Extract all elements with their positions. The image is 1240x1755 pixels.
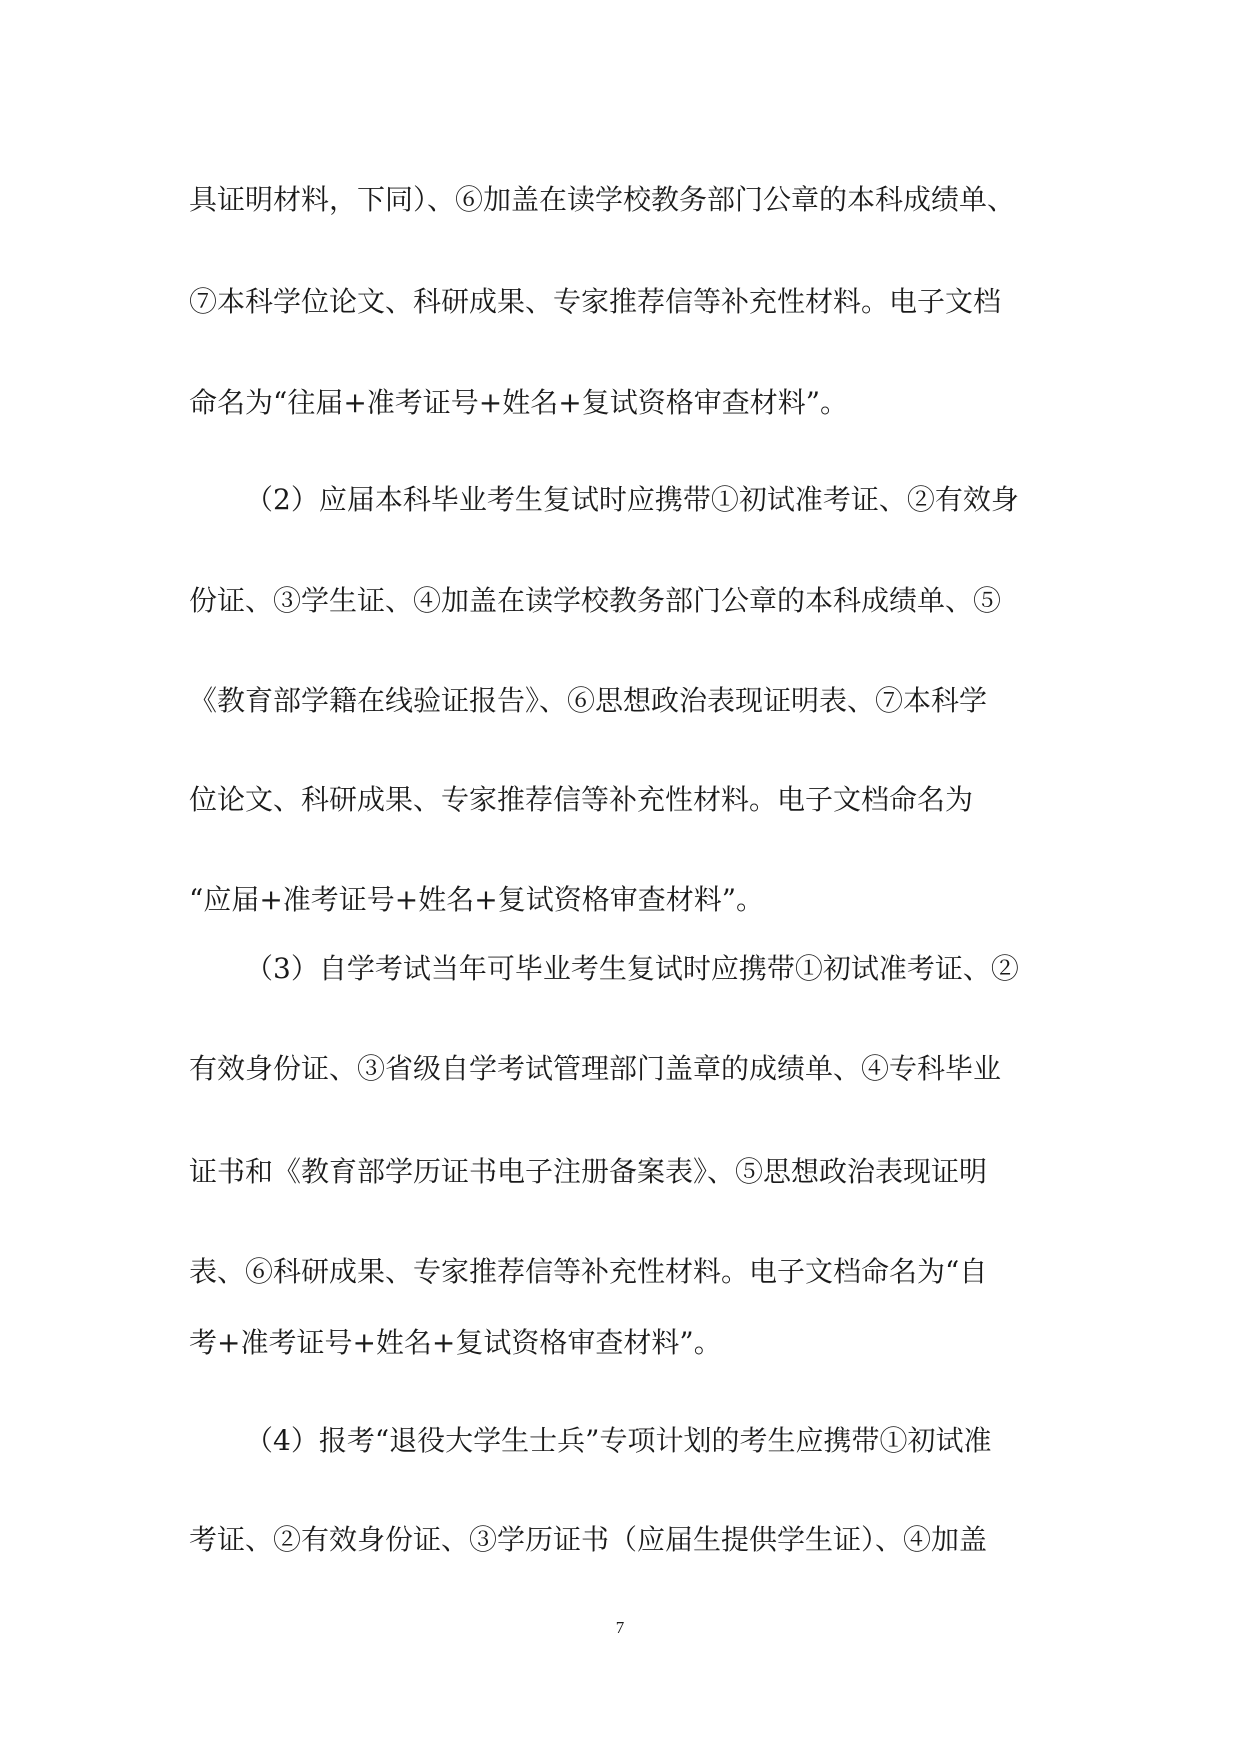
- paragraph-4-first-line: （4）报考“退役大学生士兵”专项计划的考生应携带①初试准: [245, 1424, 992, 1457]
- page-number: 7: [615, 1618, 625, 1637]
- text-line: 有效身份证、③省级自学考试管理部门盖章的成绩单、④专科毕业: [189, 1052, 1002, 1085]
- text-line: “应届+准考证号+姓名+复试资格审查材料”。: [189, 883, 765, 916]
- text-line: ⑦本科学位论文、科研成果、专家推荐信等补充性材料。电子文档: [189, 285, 1002, 318]
- text-line: 证书和《教育部学历证书电子注册备案表》、⑤思想政治表现证明: [189, 1155, 988, 1188]
- text-line: 表、⑥科研成果、专家推荐信等补充性材料。电子文档命名为“自: [189, 1255, 988, 1288]
- text-line: 份证、③学生证、④加盖在读学校教务部门公章的本科成绩单、⑤: [189, 584, 1002, 617]
- paragraph-3-first-line: （3）自学考试当年可毕业考生复试时应携带①初试准考证、②: [245, 952, 1019, 985]
- text-line: 考证、②有效身份证、③学历证书（应届生提供学生证）、④加盖: [189, 1523, 988, 1556]
- text-line: 命名为“往届+准考证号+姓名+复试资格审查材料”。: [189, 386, 849, 419]
- text-line: 位论文、科研成果、专家推荐信等补充性材料。电子文档命名为: [189, 783, 974, 816]
- text-line: 考+准考证号+姓名+复试资格审查材料”。: [189, 1326, 722, 1359]
- text-line: 《教育部学籍在线验证报告》、⑥思想政治表现证明表、⑦本科学: [189, 684, 988, 717]
- paragraph-2-first-line: （2）应届本科毕业考生复试时应携带①初试准考证、②有效身: [245, 483, 1019, 516]
- text-line: 具证明材料，下同）、⑥加盖在读学校教务部门公章的本科成绩单、: [189, 183, 1016, 216]
